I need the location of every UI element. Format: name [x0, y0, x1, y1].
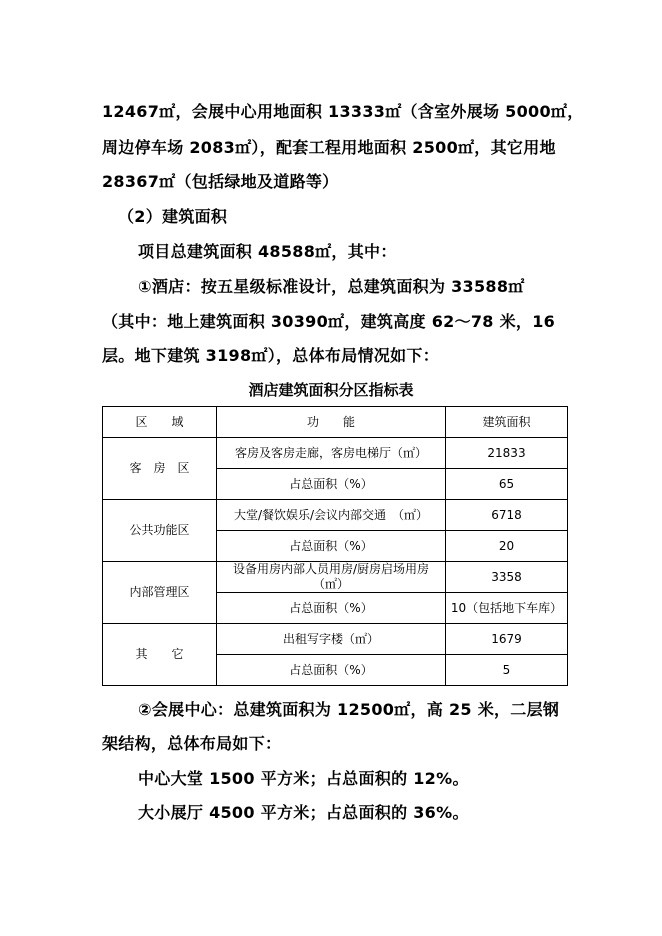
value-cell: 20 — [446, 531, 568, 562]
value-cell: 10（包括地下车库） — [446, 593, 568, 624]
table-row — [103, 500, 568, 531]
table-title: 酒店建筑面积分区指标表 — [248, 381, 414, 399]
paragraph-line-total-area: 项目总建筑面积 48588㎡，其中： — [138, 242, 397, 261]
function-cell: 出租写字楼（㎡） — [217, 624, 446, 655]
region-cell-other: 其 它 — [103, 624, 217, 686]
table-header-row — [103, 407, 568, 438]
function-cell: 大堂/餐饮娱乐/会议内部交通 （㎡） — [217, 500, 446, 531]
paragraph-line-3: 28367㎡（包括绿地及道路等） — [102, 172, 339, 191]
paragraph-line-layout: 层。地下建筑 3198㎡），总体布局情况如下： — [102, 346, 440, 365]
header-function: 功 能 — [217, 407, 446, 438]
function-cell: 客房及客房走廊，客房电梯厅（㎡） — [217, 438, 446, 469]
table-row — [103, 562, 568, 593]
paragraph-line-hotel-detail: （其中：地上建筑面积 30390㎡，建筑高度 62～78 米，16 — [102, 312, 556, 331]
paragraph-line-lobby: 中心大堂 1500 平方米；占总面积的 12%。 — [138, 769, 469, 788]
region-cell-internal-management: 内部管理区 — [103, 562, 217, 624]
function-cell: 设备用房内部人员用房/厨房启场用房 （㎡） — [217, 562, 446, 593]
function-cell: 占总面积（%） — [217, 469, 446, 500]
value-cell: 65 — [446, 469, 568, 500]
function-cell: 占总面积（%） — [217, 531, 446, 562]
section-heading-building-area: （2）建筑面积 — [118, 207, 228, 226]
header-region: 区 域 — [103, 407, 217, 438]
table-row — [103, 624, 568, 655]
value-cell: 6718 — [446, 500, 568, 531]
value-cell: 21833 — [446, 438, 568, 469]
function-cell: 占总面积（%） — [217, 655, 446, 686]
value-cell: 1679 — [446, 624, 568, 655]
paragraph-line-exhibition-layout: 架结构，总体布局如下： — [102, 734, 282, 753]
paragraph-line-2: 周边停车场 2083㎡），配套工程用地面积 2500㎡，其它用地 — [102, 138, 556, 157]
paragraph-line-halls: 大小展厅 4500 平方米；占总面积的 36%。 — [138, 803, 469, 822]
header-area: 建筑面积 — [446, 407, 568, 438]
value-cell: 3358 — [446, 562, 568, 593]
function-cell: 占总面积（%） — [217, 593, 446, 624]
region-cell-guest-rooms: 客 房 区 — [103, 438, 217, 500]
value-cell: 5 — [446, 655, 568, 686]
region-cell-public-function: 公共功能区 — [103, 500, 217, 562]
paragraph-line-1: 12467㎡，会展中心用地面积 13333㎡（含室外展场 5000㎡， — [102, 102, 584, 121]
table-row — [103, 438, 568, 469]
hotel-area-table — [102, 406, 568, 686]
paragraph-line-hotel: ①酒店：按五星级标准设计，总建筑面积为 33588㎡ — [138, 277, 525, 296]
paragraph-line-exhibition: ②会展中心：总建筑面积为 12500㎡，高 25 米，二层钢 — [138, 700, 560, 719]
